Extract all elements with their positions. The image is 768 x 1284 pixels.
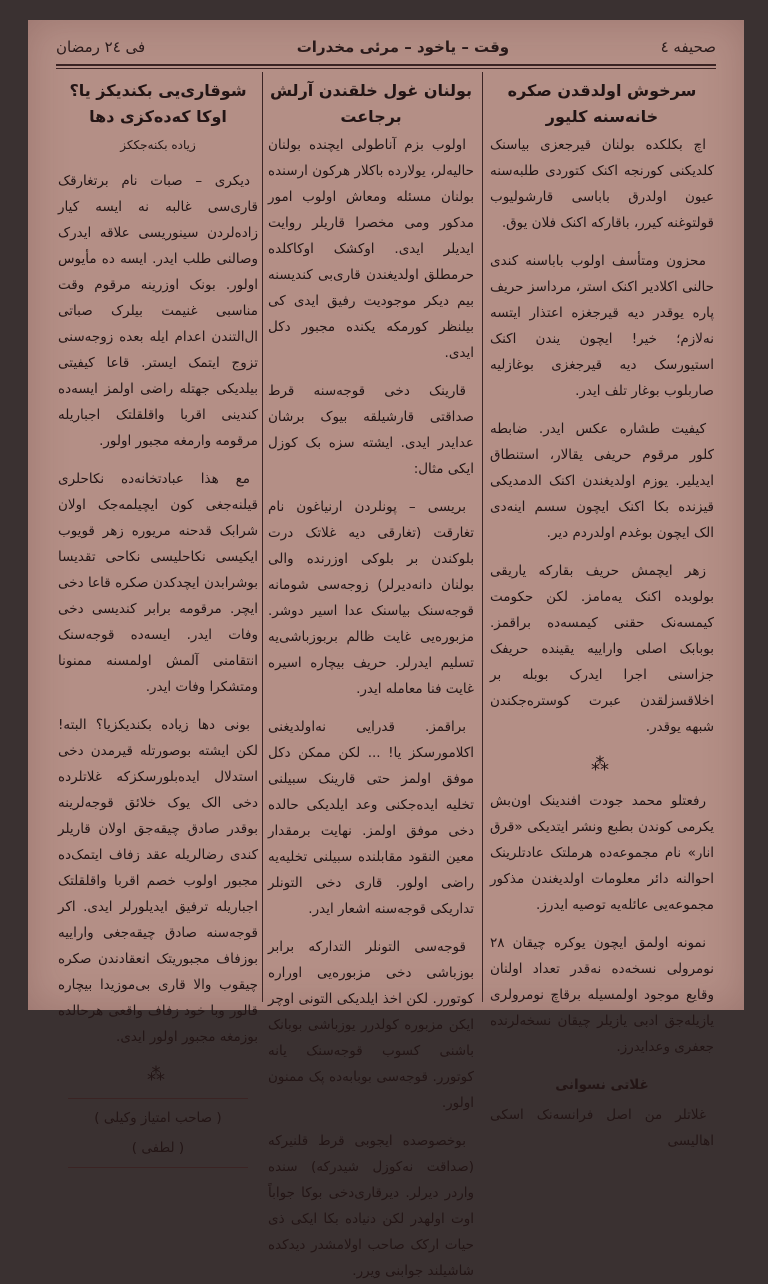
column-divider (482, 72, 483, 1002)
article-paragraph: مع هذا عبادتخانه‌ده نکاحلری قیلنه‌جغی کون ایچیلمه‌جک اولان شرابک قدحنه مریوره زهر قویوب ایکیسی نکاحلیسی نکاحی تقدیسا بوشرابدن ایچدکدن صکره قاعا دخی ایچر. مرقومه برابر کندیسی دخی وفات ایدر. ایسه‌ده قوجه‌سنک انتقامنی آلمش اولمسنه ممنونا ومتشکرا وفات ایدر. (58, 471, 258, 695)
article-paragraph: اولوب بزم آناطولی ایچنده بولنان حالیه‌لر، یولارده باکلار هرکون ارسنده بولنان مسئله ومعاش اولوب امور مدکور ومی مخصرا قاریلر روایت ایدیلر ایدی. اوکشک اوکاکلده حرمطلق اولدیغندن قاری‌بی کندیسنه بیم دیکر موجودیت رفیق ایدی کی بیلنظر کورمکه یکنده مجبور دکل ایدی. (268, 137, 474, 361)
left-column-subheading: زیاده بکنه‌جککز (120, 138, 196, 152)
article-paragraph: دیکری – صبات نام برتغارقک قاری‌سی غالبه نه ایسه کیار زاده‌لردن سینوریسی علاقه ایدرک وصالنی طلب ایدر. ایسه ده مأیوس اولور. بونک اوزرینه مرقوم وقت مناسبی غنیمت بیلرک صباتی ال‌التندن اعدام ایله بعده زوجه‌سنی تزوج ایتمک ایستر. قاعا کیفیتی بیلدیکی جهتله راضی اولمز ایسه‌ده کندینی اقربا واقلقلتک اجباریله مرقومه وارمغه مجبور اولور. (58, 173, 258, 449)
article-paragraph: بریسی – پونلردن ارنیاغون نام تغارقت (تغارقی دیه غلاتک درت بلوکندن بر بلوکی اوزرنده والی بولنان دانه‌دیرلر) زوجه‌سی شومانه قوجه‌سنک بیاسنک عدا اسیر دوشر. مزبوره‌یی غایت ظالم بربوزباشی‌یه تسلیم ایدرلر. حریف بیچاره اسیره غایت فنا معامله ایدر. (268, 499, 474, 697)
left-column (58, 78, 258, 1156)
header-rule (56, 64, 716, 66)
article-paragraph: غلاتلر من اصل فرانسه‌نک اسکی اهالیسی (490, 1107, 714, 1149)
signature-rule (68, 1167, 248, 1168)
middle-column (268, 78, 474, 1279)
left-column-heading: شوقاری‌یی بکندیکز یا؟ اوکا که‌ده‌کزی دها (69, 81, 247, 126)
article-paragraph: قوجه‌سی التونلر التدارکه برابر بوزباشی دخی مزبوره‌یی اوراره کوتورر. لکن اخذ ایلدیکی التونی اوچر ایکن مزبوره کولدرر یوزباشی بوبانک باشنی کسوب قوجه‌سنک یانه کوتورر. قوجه‌سی بوبابه‌ده پک ممنون اولور. (268, 939, 474, 1111)
middle-column-heading: بولنان غول خلقندن آرلش برجاعت (269, 81, 473, 126)
article-paragraph: نمونه اولمق ایچون یوکره چیقان ٢٨ نومرولی نسخه‌ده نه‌قدر تعداد اولنان وقایع موجود اولمسیله برقاچ نومرولری یازیله‌جق ادبی یازیلر چیقان نسخه‌لرنده جعفری وعدایدرز. (490, 935, 714, 1055)
right-column-heading: سرخوش اولدقدن صکره خانه‌سنه کلیور (507, 81, 697, 126)
newspaper-page (28, 20, 744, 1279)
issue-date: فی ٢٤ رمضان (56, 38, 146, 56)
article-paragraph: محزون ومتأسف اولوب باباسنه کندی حالنی اکلادیر اکنک استر، مرداسز حریف پاره یوقدر دیه قیرجغزه اعتذار ایتسه نه‌لازم؛ خیر! ایچون یندن اکنک استیورسک دیه قیرجغزی بوغازلیه صاربلوب بوغار تلف ایدر. (490, 253, 714, 399)
article-paragraph: رفعتلو محمد جودت افندینک اون‌بش یکرمی کوندن بطبع ونشر ایتدیکی «قرق انار» نام مجموعه‌ده هرملتک عادتلرینک احوالنه دائر معلومات اولدیغندن مذکور مجموعه‌یی عائله‌یه توصیه ایدرز. (490, 793, 714, 913)
header-rule-thin (56, 68, 716, 69)
column-divider (262, 72, 263, 1002)
section-ornament: ⁂ (591, 754, 613, 775)
article-paragraph: زهر ایچمش حریف بقارکه یاریقی بولوبده اکنک یه‌مامز. لکن حکومت کیمسه‌نک حقنی کیمسه‌ده براقمز. بوبابک اصلی واراییه یقینده حریفک جزاسنی اجرا ایدرک بوبله بر اخلاقسزلقدن عبرت کوستره‌جکندن شبهه یوقدر. (490, 563, 714, 735)
article-paragraph: براقمز. قدرایی نه‌اولدیغنی اکلامورسکز یا! ... لکن ممکن دکل موفق اولمز حتی قارینک سبیلنی تخلیه ایده‌جکنی وعد ایلدیکی حالده دخی موفق اولمز. نهایت برمقدار معین النقود مقابلنده سبیلنی تخلیه‌یه راضی اولور. قاری دخی التونلر تداریکی قوجه‌سنه اشعار ایدر. (268, 719, 474, 917)
signature-role: ( صاحب امتیاز وکیلی ) (94, 1110, 222, 1126)
article-paragraph: اچ بکلکده بولنان قیرجعزی بیاسنک کلدیکنی کورنجه اکنک کتوردی طلبه‌سنه عیون اولدرق باباسی قارشولیوب قولتوغنه کیرر، باقارکه اکنک فلان یوق. (490, 137, 714, 231)
article-paragraph: قارینک دخی قوجه‌سنه قرط صداقتی قارشیلقه بیوک برشان عدایدر ایدی. ایشته سزه بک کوزل ایکی مثال: (268, 383, 474, 477)
section-heading: غلاتی نسوانی (555, 1077, 649, 1093)
article-paragraph: بونی دها زیاده بکندیکزیا؟ البته! لکن ایشته بوصورتله قیرمدن دخی استدلال ایده‌بلورسکزکه غلاتلرده دخی الک یوک خلائق قوجه‌لرینه بوقدر صادق چیقه‌جق اولان قاریلر کندی رضالریله عقد زفاف ایتمک‌ده مجبور اولوب خصم اقربا واقلقلتک اجباریله ترفیق ایدیلورلر ایدی. اکر قوجه‌سنه صادق چیقه‌جغی واراییه بوزفاف مجبوریتک انعقادندن صکره چیقوب والا قاری بی‌موزیدا بیچاره قالور وبا خود زفاف واقعی هرحالده بوزمغه مجبور اولور ایدی. (58, 717, 258, 1045)
newspaper-title: وقت – یاخود – مرئی مخدرات (296, 38, 510, 56)
right-column (490, 78, 714, 1149)
article-paragraph: بوخصوصده ایجوبی قرط قلنیرکه (صداقت نه‌کوزل شیدرکه) سنده واردر دیرلر. دیرقاری‌دخی بوکا جواباً اوت اولهدر لکن دنیاده بکا ایکی ذی حیات ارکک صاحب اولامشدر دیدکده شاشیلند جوابنی ویرر. (268, 1133, 474, 1279)
section-ornament: ⁂ (147, 1064, 169, 1085)
page-header (56, 30, 716, 64)
article-paragraph: کیفیت طشاره عکس ایدر. ضابطه کلور مرقوم حریفی یقالار، استنطاق ایدیلیر. یوزم اولدیغندن اکنک الدمدیکی قیزنده بکا اکنک ایچون سسم اینه‌دی الک ایچون بوغدم اولدردم دیر. (490, 421, 714, 541)
signature-name: ( لطفی ) (131, 1140, 185, 1156)
page-number-label: صحیفه ٤ (660, 38, 716, 56)
signature-rule (68, 1098, 248, 1099)
